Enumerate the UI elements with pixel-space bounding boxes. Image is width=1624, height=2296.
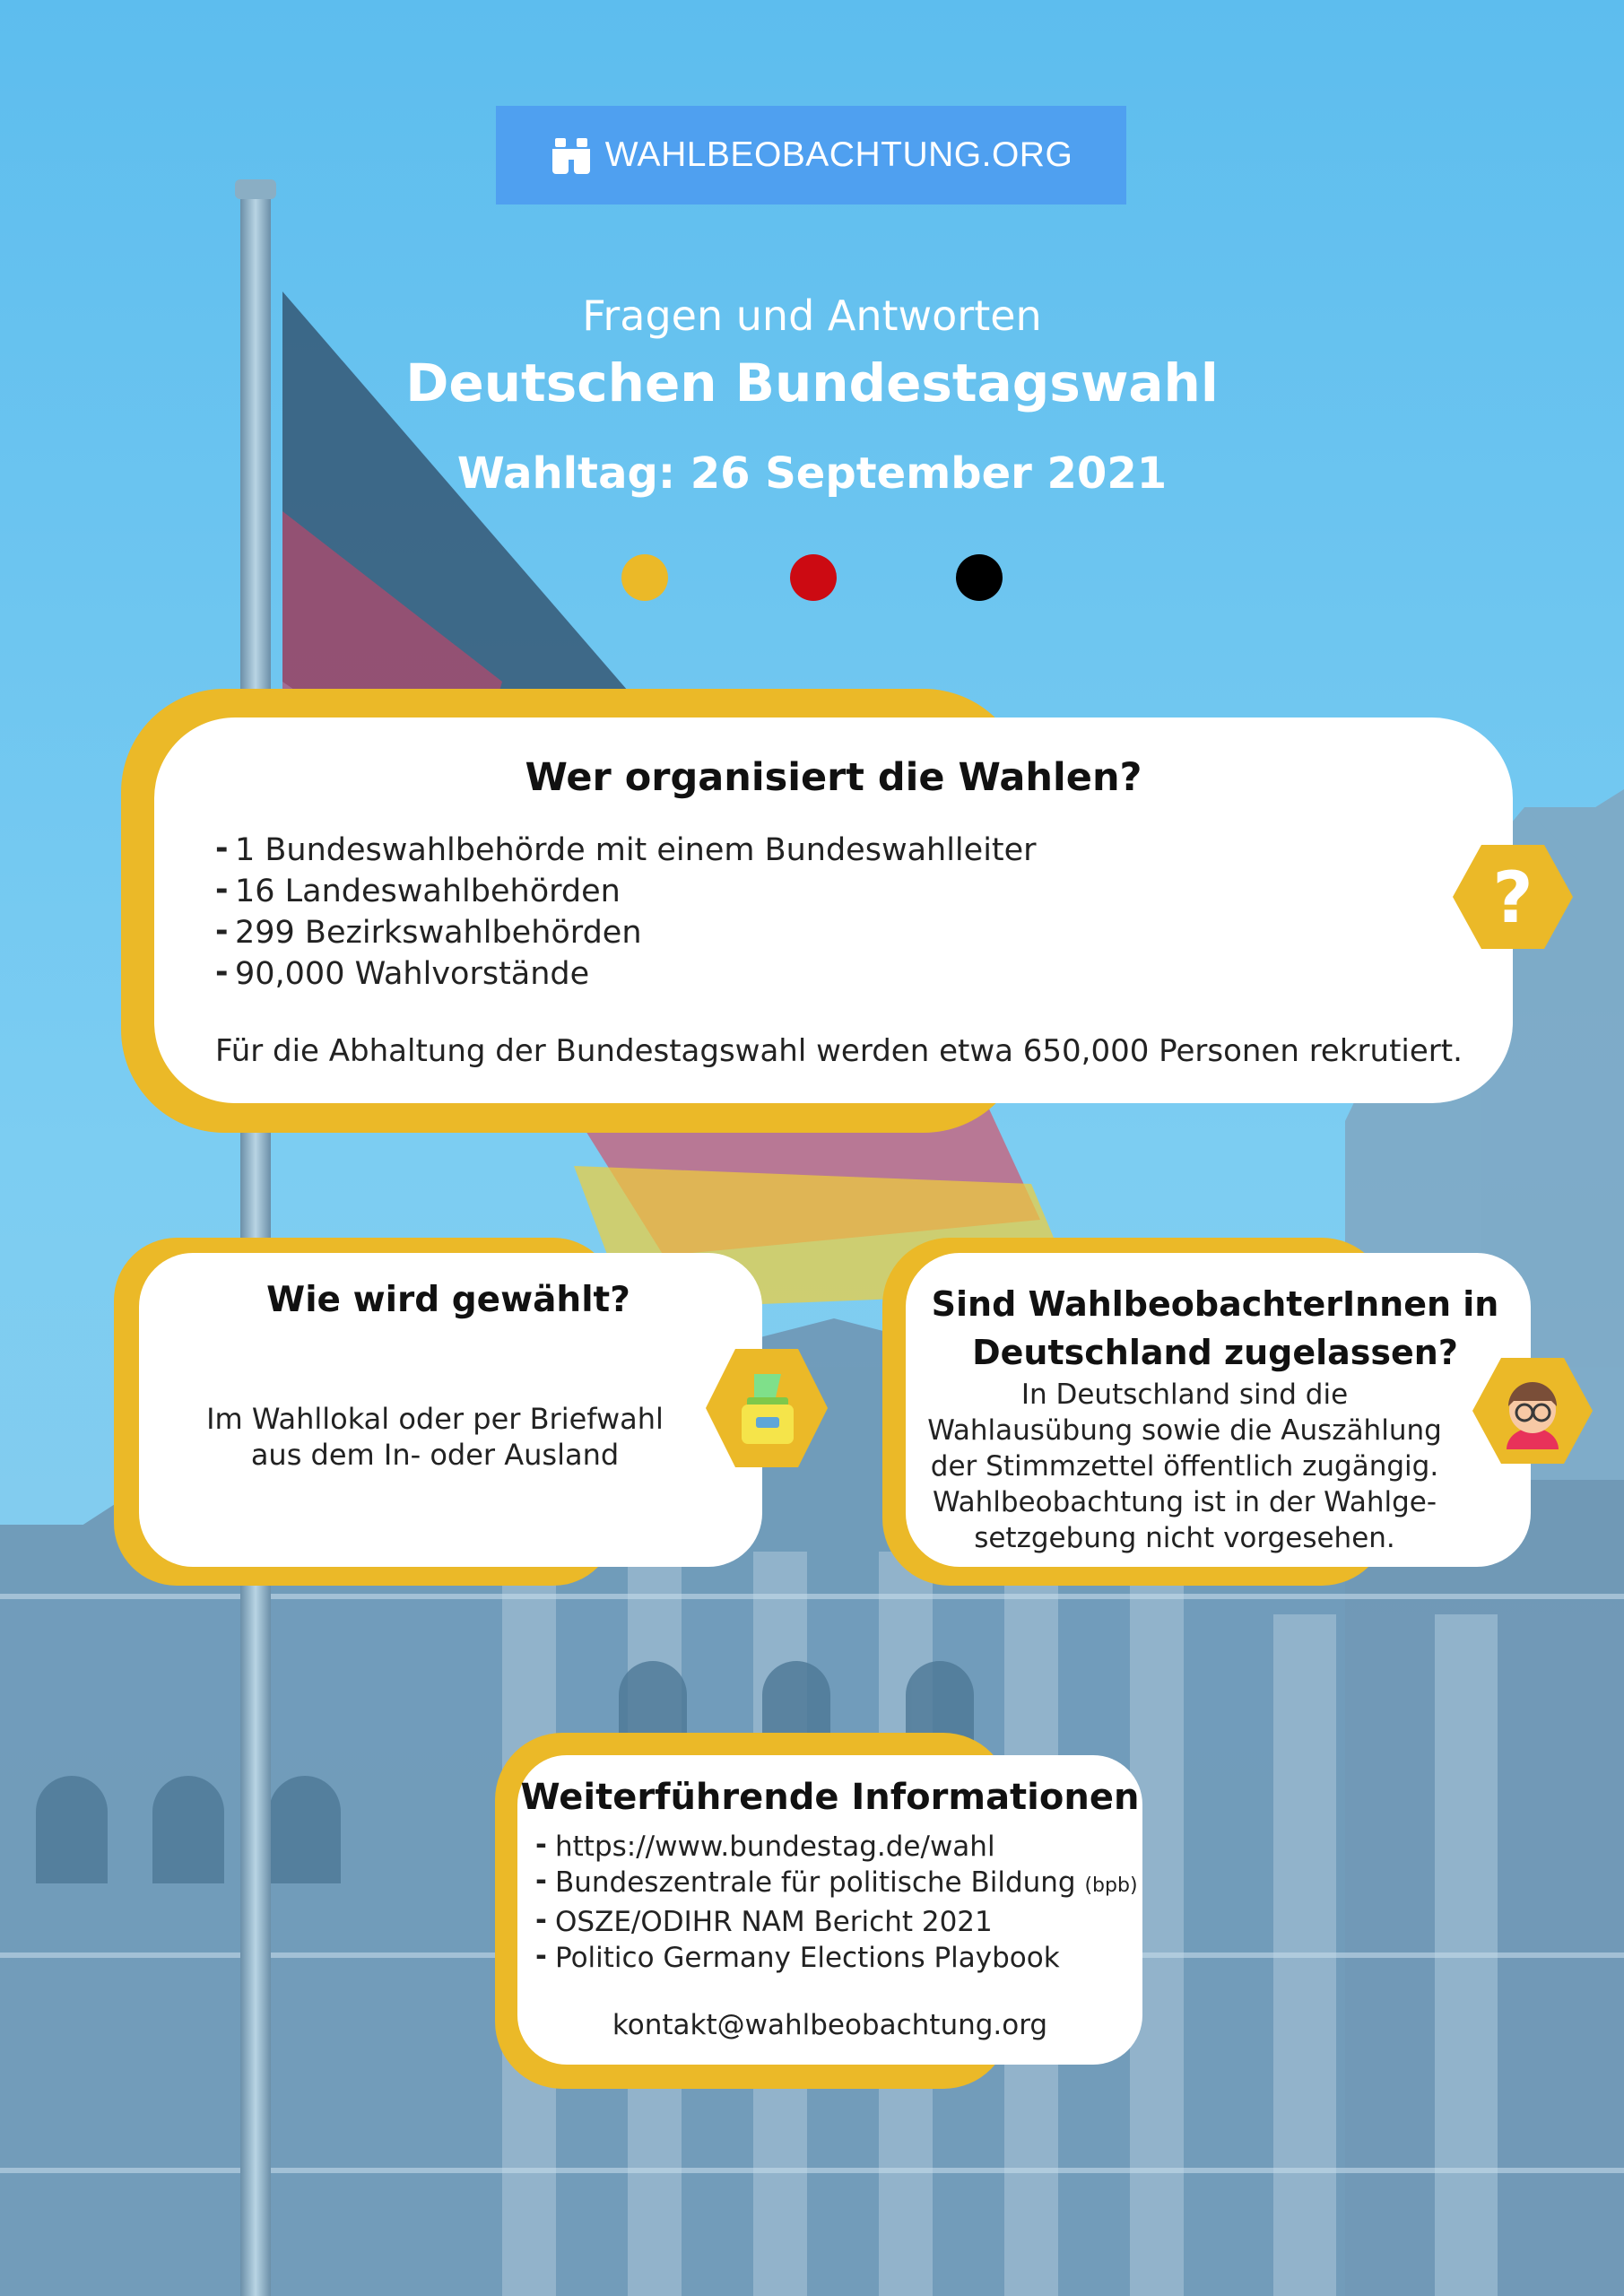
dot-gold: [621, 554, 668, 601]
card-info-title: Weiterführende Informationen: [520, 1777, 1140, 1818]
dot-red: [790, 554, 837, 601]
question-hex-badge: [1451, 843, 1575, 951]
info-link-item[interactable]: [535, 1940, 1138, 1976]
link-text[interactable]: OSZE/ODIHR NAM Bericht 2021: [555, 1906, 993, 1938]
ballot-hex-badge: [704, 1345, 829, 1471]
info-link-item[interactable]: [535, 1865, 1138, 1904]
link-suffix: (bpb): [1084, 1874, 1138, 1897]
text-line: der Stimmzettel öffentlich zugängig.: [930, 1450, 1439, 1483]
card-observers-title: [906, 1280, 1524, 1377]
list-item: - 1 Bundeswahlbehörde mit einem Bundeswahlleiter: [215, 830, 1037, 871]
link-text[interactable]: Politico Germany Elections Playbook: [555, 1942, 1060, 1974]
observer-hex-badge: [1471, 1356, 1594, 1465]
card-info: [517, 1755, 1142, 2065]
text-line: aus dem In- oder Ausland: [250, 1438, 620, 1472]
election-date: Wahltag: 26 September 2021: [456, 448, 1168, 499]
card-organize: [154, 718, 1513, 1103]
info-link-list: [535, 1829, 1138, 1976]
organize-list: [215, 830, 1037, 995]
list-item: - 16 Landeswahlbehörden: [215, 871, 1037, 912]
link-text[interactable]: https://www.bundestag.de/wahl: [555, 1831, 995, 1863]
page-title: Deutschen Bundestagswahl: [405, 352, 1219, 413]
text-line: Im Wahllokal oder per Briefwahl: [206, 1402, 664, 1436]
organize-note: Für die Abhaltung der Bundestagswahl werden etwa 650,000 Personen rekrutiert.: [215, 1033, 1463, 1069]
text-line: Wahlbeobachtung ist in der Wahlge-: [932, 1486, 1437, 1518]
list-item: - 90,000 Wahlvorstände: [215, 953, 1037, 995]
card-vote-text: [139, 1401, 731, 1473]
contact-email-link[interactable]: kontakt@wahlbeobachtung.org: [612, 2009, 1048, 2041]
text-line: In Deutschland sind die: [1020, 1378, 1349, 1411]
observer-person-icon: [1507, 1382, 1559, 1449]
card-observers: [906, 1253, 1531, 1567]
info-link-item[interactable]: [535, 1904, 1138, 1940]
title-line: Deutschland zugelassen?: [972, 1333, 1458, 1372]
list-item: - 299 Bezirkswahlbehörden: [215, 912, 1037, 953]
title-line: Sind WahlbeobachterInnen in: [931, 1284, 1499, 1324]
question-mark-icon: ?: [1492, 858, 1533, 939]
card-organize-title: Wer organisiert die Wahlen?: [525, 755, 1142, 800]
card-vote: [139, 1253, 762, 1567]
card-observers-text: [906, 1377, 1463, 1556]
brand-name: WAHLBEOBACHTUNG.ORG: [604, 135, 1073, 174]
info-link-item[interactable]: [535, 1829, 1138, 1865]
card-vote-title: Wie wird gewählt?: [266, 1280, 630, 1320]
page-subtitle: Fragen und Antworten: [582, 291, 1042, 340]
brand-logo-bar[interactable]: [496, 106, 1126, 204]
binoculars-icon: [550, 136, 593, 174]
text-line: Wahlausübung sowie die Auszählung: [927, 1414, 1442, 1447]
link-text[interactable]: Bundeszentrale für politische Bildung: [555, 1866, 1076, 1899]
dot-black: [956, 554, 1003, 601]
text-line: setzgebung nicht vorgesehen.: [974, 1522, 1395, 1554]
